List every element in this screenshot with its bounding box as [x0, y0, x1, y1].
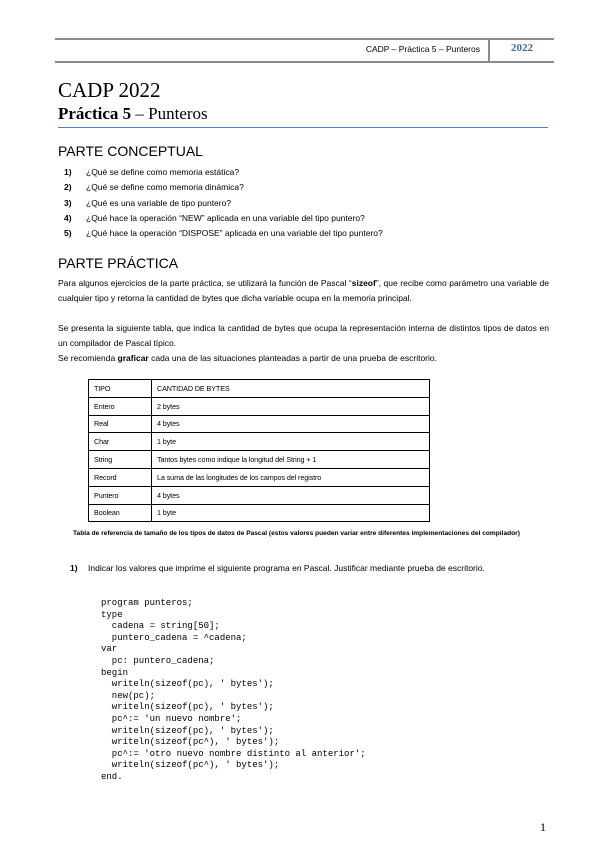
document-subtitle [58, 104, 208, 124]
table-row [89, 451, 430, 469]
table-cell-type: Puntero [89, 486, 152, 504]
conceptual-question [64, 165, 544, 180]
table-header-row [89, 380, 430, 398]
question-text: ¿Qué se define como memoria estática? [86, 167, 240, 177]
exercise-1 [70, 561, 550, 576]
intro-paragraph-table: Se presenta la siguiente tabla, que indica la cantidad de bytes que ocupa la representación interna de distintos tipos de datos en un compilador de Pascal típico. [58, 323, 549, 348]
code-line: puntero_cadena = ^cadena; [101, 632, 247, 643]
code-line: begin [101, 667, 129, 678]
code-line: pc: puntero_cadena; [101, 655, 215, 666]
code-line: var [101, 644, 118, 655]
table-row [89, 433, 430, 451]
table-header-cell: CANTIDAD DE BYTES [152, 380, 430, 398]
recommend-text: Se recomienda [58, 353, 118, 363]
table-cell-bytes: La suma de las longitudes de los campos del registro [152, 468, 430, 486]
code-line: writeln(sizeof(pc^), ' bytes'); [101, 737, 280, 748]
code-line: writeln(sizeof(pc^), ' bytes'); [101, 760, 280, 771]
code-line: writeln(sizeof(pc), ' bytes'); [101, 725, 274, 736]
question-number: 3) [64, 197, 72, 208]
table-cell-type: Boolean [89, 504, 152, 522]
table-cell-type: String [89, 451, 152, 469]
graficar-keyword: graficar [117, 353, 149, 363]
question-text: ¿Qué es una variable de tipo puntero? [86, 197, 232, 208]
page-number: 1 [540, 820, 546, 834]
table-cell-bytes: 1 byte [152, 504, 430, 522]
exercise-statement: Indicar los valores que imprime el siguiente programa en Pascal. Justificar mediante prueba de escritorio. [88, 563, 485, 573]
byte-size-table [88, 379, 430, 522]
recommend-text: cada una de las situaciones planteadas a partir de una prueba de escritorio. [148, 353, 437, 363]
question-number: 1) [64, 167, 72, 177]
table-row [89, 397, 430, 415]
header-bottom-rule [55, 61, 554, 63]
conceptual-question [64, 211, 544, 226]
table-caption-text: Tabla de referencia de tamaño de los tipos de datos de Pascal (estos valores pueden variar entre diferentes implementaciones del compilador) [73, 530, 520, 537]
code-line: pc^:= 'otro nuevo nombre distinto al anterior'; [101, 748, 366, 759]
question-number: 5) [64, 228, 72, 239]
code-line: writeln(sizeof(pc), ' bytes'); [101, 702, 274, 713]
table-cell-type: Real [89, 415, 152, 433]
practica-heading: PARTE PRÁCTICA [58, 255, 179, 271]
header-year: 2022 [511, 42, 533, 54]
conceptual-question [64, 226, 544, 241]
code-line: new(pc); [101, 690, 156, 701]
subtitle-practice: Práctica 5 [58, 104, 132, 123]
table-row [89, 468, 430, 486]
intro-paragraph-recommend [58, 351, 549, 366]
conceptual-heading: PARTE CONCEPTUAL [58, 143, 203, 159]
table-cell-type: Char [89, 433, 152, 451]
table-caption [58, 529, 550, 539]
table-cell-bytes: Tantos bytes como indique la longitud del String + 1 [152, 451, 430, 469]
table-cell-type: Record [89, 468, 152, 486]
question-text: ¿Qué hace la operación “NEW” aplicada en una variable del tipo puntero? [86, 212, 365, 223]
table-row [89, 415, 430, 433]
code-line: pc^:= 'un nuevo nombre'; [101, 713, 242, 724]
sizeof-keyword: sizeof [351, 278, 376, 288]
code-line: writeln(sizeof(pc), ' bytes'); [101, 679, 274, 690]
conceptual-question-list [64, 165, 544, 241]
question-number: 4) [64, 212, 72, 223]
conceptual-question [64, 196, 544, 211]
pascal-code-block [101, 598, 366, 784]
code-line: program punteros; [101, 598, 193, 608]
code-line: type [101, 609, 123, 620]
conceptual-question [64, 180, 544, 195]
table-cell-bytes: 2 bytes [152, 397, 430, 415]
table-row [89, 504, 430, 522]
intro-paragraph-sizeof [58, 276, 549, 305]
table-cell-bytes: 1 byte [152, 433, 430, 451]
intro-text: ”, que recibe como parámetro una variable de cualquier tipo y retorna la cantidad de bytes que dicha variable ocupa en la memoria principal. [58, 278, 550, 303]
intro-text: Para algunos ejercicios de la parte práctica, se utilizará la función de Pascal “ [58, 278, 352, 288]
title-underline [58, 127, 548, 128]
question-number: 2) [64, 182, 72, 193]
table-header-cell: TIPO [89, 380, 152, 398]
question-text: ¿Qué hace la operación “DISPOSE” aplicada en una variable del tipo puntero? [86, 228, 383, 239]
exercise-number: 1) [70, 563, 78, 573]
table-cell-bytes: 4 bytes [152, 486, 430, 504]
question-text: ¿Qué se define como memoria dinámica? [86, 182, 244, 193]
table-cell-bytes: 4 bytes [152, 415, 430, 433]
table-row [89, 486, 430, 504]
header-top-rule [55, 38, 554, 40]
table-cell-type: Entero [89, 397, 152, 415]
code-line: cadena = string[50]; [101, 621, 220, 632]
subtitle-topic: – Punteros [131, 104, 208, 123]
document-title: CADP 2022 [58, 78, 161, 102]
header-title: CADP – Práctica 5 – Punteros [365, 44, 480, 54]
code-line: end. [101, 771, 123, 782]
